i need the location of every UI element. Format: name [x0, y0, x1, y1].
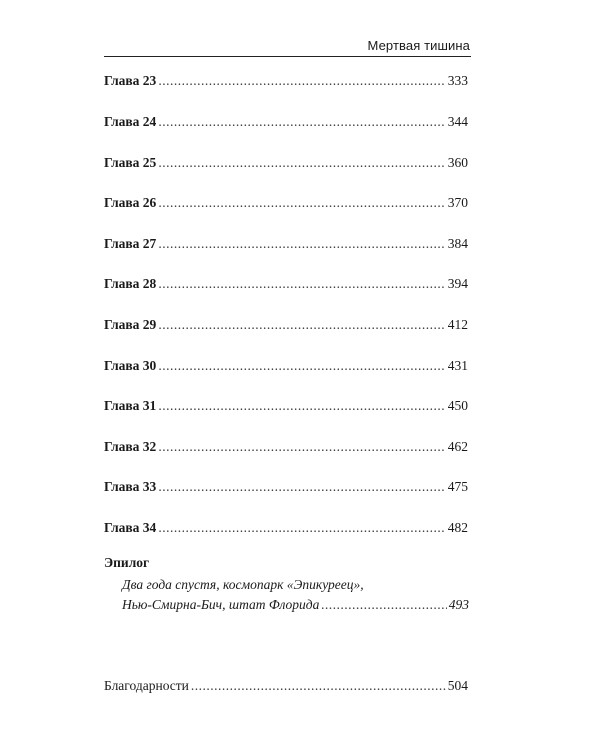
toc-entry-chapter-30 — [104, 358, 468, 374]
chapter-label: Глава 31 — [104, 398, 157, 413]
dot-leader — [158, 520, 445, 536]
chapter-label: Глава 27 — [104, 236, 157, 251]
page-number: 333 — [447, 73, 468, 88]
page-number: 412 — [447, 317, 468, 332]
chapter-label: Глава 25 — [104, 155, 157, 170]
dot-leader — [321, 597, 446, 613]
page-number: 360 — [447, 155, 468, 170]
dot-leader — [158, 114, 445, 130]
page-number: 493 — [448, 597, 469, 612]
toc-entry-chapter-29 — [104, 317, 468, 333]
page-number: 370 — [447, 195, 468, 210]
header-rule — [104, 56, 471, 57]
dot-leader — [158, 439, 445, 455]
page-number: 450 — [447, 398, 468, 413]
page-number: 394 — [447, 276, 468, 291]
dot-leader — [158, 73, 445, 89]
dot-leader — [158, 317, 445, 333]
page-number: 384 — [447, 236, 468, 251]
page-number: 462 — [447, 439, 468, 454]
page-number: 482 — [447, 520, 468, 535]
dot-leader — [158, 479, 445, 495]
toc-entry-chapter-34 — [104, 520, 468, 536]
chapter-label: Глава 34 — [104, 520, 157, 535]
running-head: Мертвая тишина — [367, 38, 470, 53]
toc-entry-chapter-24 — [104, 114, 468, 130]
toc-entry-epilogue — [122, 597, 469, 613]
dot-leader — [158, 155, 445, 171]
toc-entry-acknowledgements — [104, 678, 468, 694]
epilogue-title: Эпилог — [104, 555, 150, 570]
chapter-label: Глава 32 — [104, 439, 157, 454]
page-number: 504 — [447, 678, 468, 693]
chapter-label: Глава 29 — [104, 317, 157, 332]
page-number: 475 — [447, 479, 468, 494]
toc-entry-chapter-31 — [104, 398, 468, 414]
toc-entry-chapter-23 — [104, 73, 468, 89]
chapter-label: Глава 23 — [104, 73, 157, 88]
dot-leader — [158, 358, 445, 374]
toc-entry-chapter-27 — [104, 236, 468, 252]
chapter-label: Глава 28 — [104, 276, 157, 291]
chapter-label: Глава 33 — [104, 479, 157, 494]
toc-entry-chapter-25 — [104, 155, 468, 171]
dot-leader — [191, 678, 446, 694]
epilogue-subtitle-line1: Два года спустя, космопарк «Эпикуреец», — [122, 577, 364, 592]
dot-leader — [158, 195, 445, 211]
page-number: 431 — [447, 358, 468, 373]
dot-leader — [158, 276, 445, 292]
dot-leader — [158, 236, 445, 252]
dot-leader — [158, 398, 445, 414]
chapter-label: Глава 24 — [104, 114, 157, 129]
page-number: 344 — [447, 114, 468, 129]
toc-entry-chapter-33 — [104, 479, 468, 495]
chapter-label: Глава 30 — [104, 358, 157, 373]
toc-entry-chapter-32 — [104, 439, 468, 455]
toc-entry-chapter-26 — [104, 195, 468, 211]
toc-entry-chapter-28 — [104, 276, 468, 292]
epilogue-subtitle-line2: Нью-Смирна-Бич, штат Флорида — [122, 597, 320, 612]
acknowledgements-label: Благодарности — [104, 678, 189, 693]
chapter-label: Глава 26 — [104, 195, 157, 210]
